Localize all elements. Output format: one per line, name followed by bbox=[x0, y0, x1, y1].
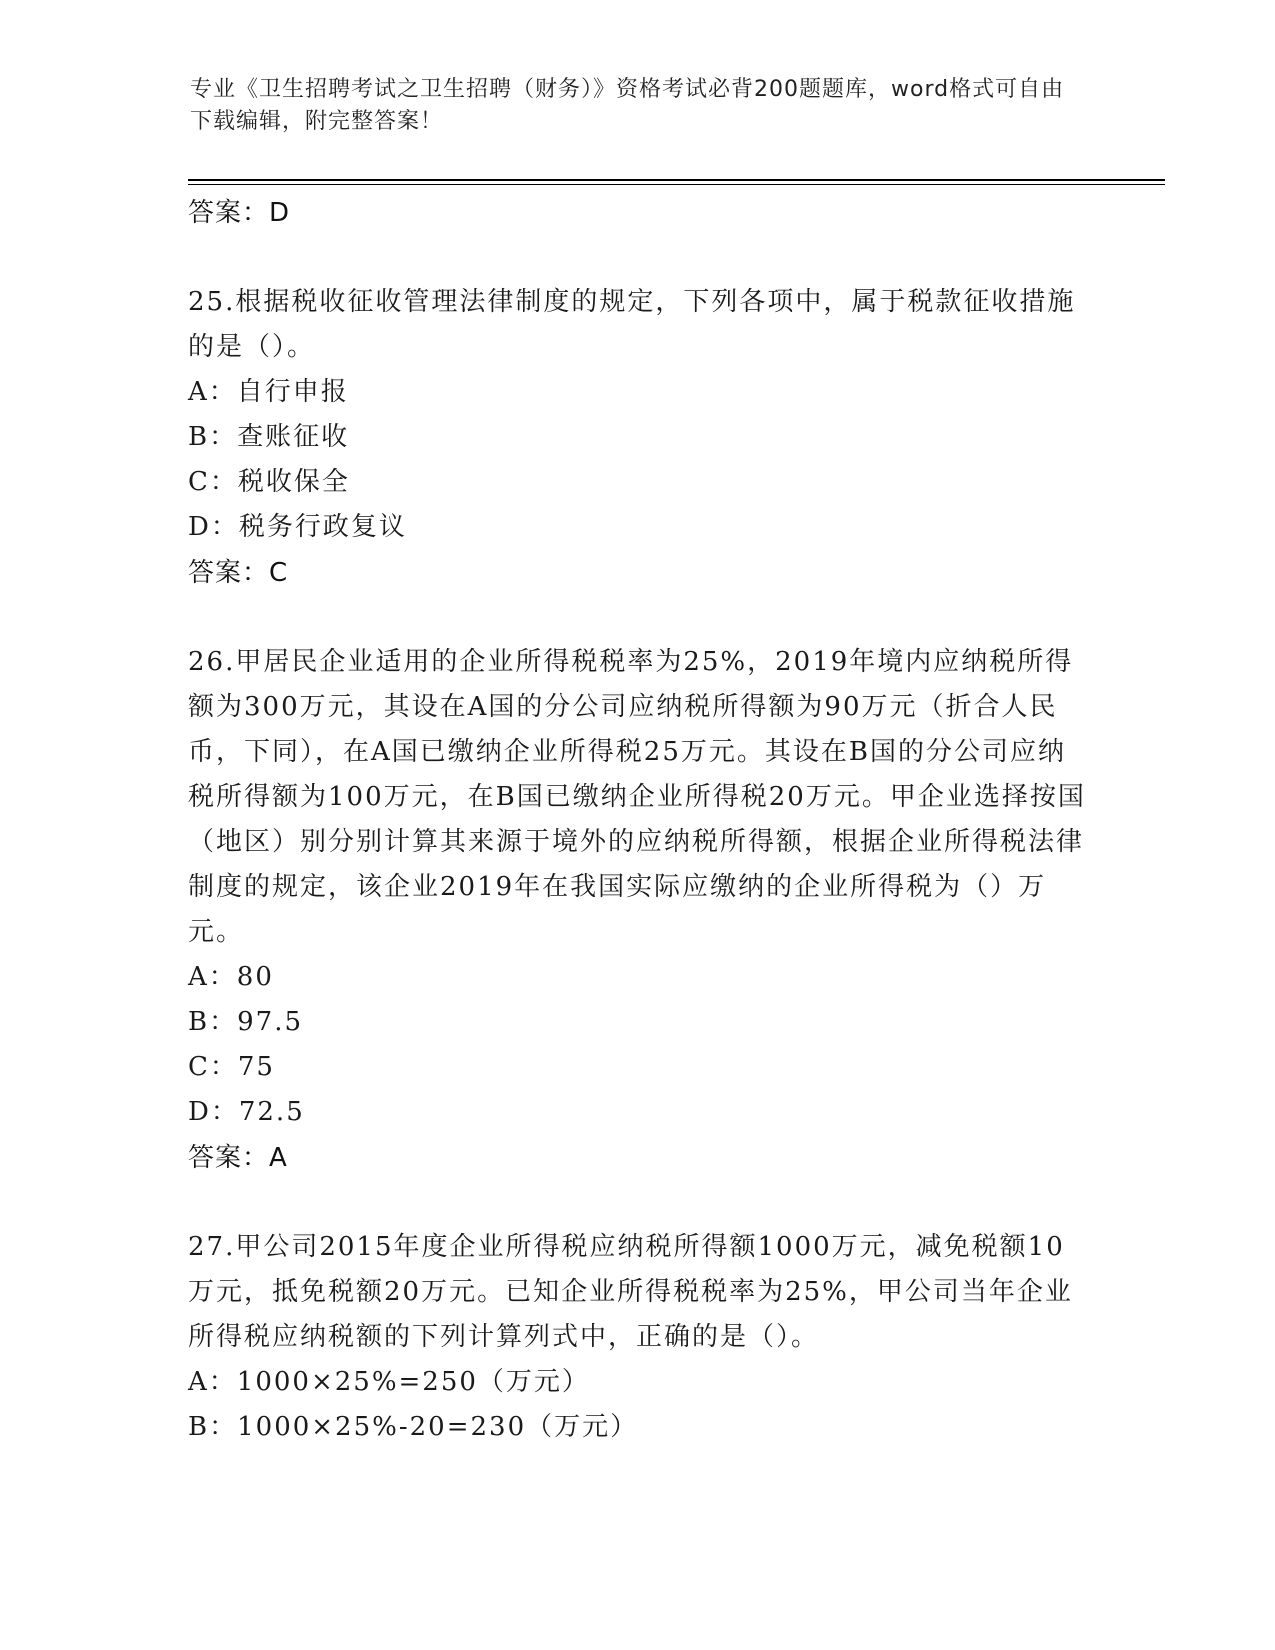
option-b: B：97.5 bbox=[188, 1007, 303, 1037]
header-rule-thin bbox=[188, 184, 1165, 185]
page-header: 专业《卫生招聘考试之卫生招聘（财务）》资格考试必背200题题库，word格式可自由下载编辑，附完整答案！ bbox=[190, 77, 1065, 134]
question-answer: 答案：A bbox=[188, 1143, 288, 1173]
option-a: A：1000×25%=250（万元） bbox=[188, 1367, 590, 1397]
header-rule-thick bbox=[188, 179, 1165, 181]
option-d: D：税务行政复议 bbox=[188, 512, 407, 542]
option-c: C：税收保全 bbox=[188, 467, 350, 497]
option-b: B：1000×25%-20=230（万元） bbox=[188, 1412, 639, 1442]
question-stem: 25.根据税收征收管理法律制度的规定，下列各项中，属于税款征收措施的是（）。 bbox=[188, 287, 1076, 362]
option-b: B：查账征收 bbox=[188, 422, 350, 452]
question-26 bbox=[188, 640, 1088, 1181]
option-a: A：自行申报 bbox=[188, 377, 349, 407]
previous-answer: 答案：D bbox=[188, 198, 291, 228]
question-stem: 27.甲公司2015年度企业所得税应纳税所得额1000万元，减免税额10万元，抵免税额20万元。已知企业所得税税率为25%，甲公司当年企业所得税应纳税额的下列计算列式中，正确的是（）。 bbox=[188, 1232, 1073, 1352]
option-d: D：72.5 bbox=[188, 1097, 305, 1127]
question-stem: 26.甲居民企业适用的企业所得税税率为25%，2019年境内应纳税所得额为300万元，其设在A国的分公司应纳税所得额为90万元（折合人民币，下同），在A国已缴纳企业所得税25万元。其设在B国的分公司应纳税所得额为100万元，在B国已缴纳企业所得税20万元。甲企业选择按国（地区）别分别计算其来源于境外的应纳税所得额，根据企业所得税法律制度的规定，该企业2019年在我国实际应缴纳的企业所得税为（）万元。 bbox=[188, 647, 1086, 947]
option-c: C：75 bbox=[188, 1052, 275, 1082]
question-answer: 答案：C bbox=[188, 558, 289, 588]
question-25 bbox=[188, 280, 1088, 596]
option-a: A：80 bbox=[188, 962, 274, 992]
document-body bbox=[188, 190, 1088, 1450]
question-27 bbox=[188, 1225, 1088, 1450]
